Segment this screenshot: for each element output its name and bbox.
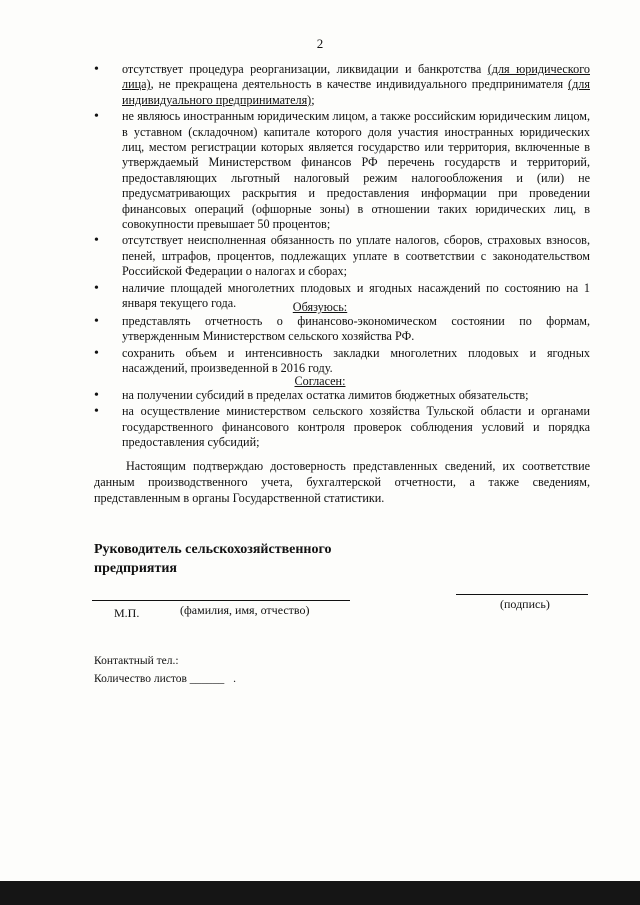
list-item bbox=[94, 109, 590, 232]
scan-bottom-edge bbox=[0, 881, 640, 905]
item-text: наличие площадей многолетних плодовых и ягодных насаждений по состоянию на 1 января текущего года. bbox=[122, 280, 590, 311]
page-number: 2 bbox=[316, 36, 324, 51]
item-underlined-text: (для индивидуального предпринимателя) bbox=[122, 77, 590, 107]
item-text: ; bbox=[311, 92, 315, 107]
bullet-icon: • bbox=[94, 109, 99, 125]
sheets-blank: ______ bbox=[189, 673, 225, 685]
bullet-icon: • bbox=[94, 345, 99, 361]
name-line bbox=[92, 600, 350, 601]
item-text: , не прекращена деятельность в качестве индивидуального предпринимателя bbox=[150, 77, 569, 92]
item-underlined-text: (для юридического лица) bbox=[122, 62, 590, 92]
bullet-icon: • bbox=[94, 404, 99, 420]
confirmation-paragraph: Настоящим подтверждаю достоверность представленных сведений, их соответствие данным производственного учета, бухгалтерской отчетности, а также сведениям, представленным в органы Государственной статистики. bbox=[94, 459, 590, 505]
list-item bbox=[94, 314, 590, 345]
item-text: отсутствует процедура реорганизации, ликвидации и банкротства bbox=[122, 62, 488, 76]
eligibility-list bbox=[94, 62, 590, 313]
signature-caption: (подпись) bbox=[500, 597, 550, 611]
sheets-count-row bbox=[94, 673, 236, 685]
sheets-tail: . bbox=[233, 673, 237, 685]
bullet-icon: • bbox=[94, 233, 99, 249]
consent-list bbox=[94, 388, 590, 452]
heading-obligate: Обязуюсь: bbox=[292, 300, 348, 314]
item-text: не являюсь иностранным юридическим лицом, а также российским юридическим лицом, в уставном (складочном) капитале которого доля участия иностранных юридических лиц, местом регистрации которых является государство или территория, включенные в утверждаемый Министерством финансов РФ перечень государств и территорий, предоставляющих льготный налоговый режим налогообложения и (или) не предусматривающих раскрытия и предоставления информации при проведении финансовых операций (офшорные зоны) в отношении таких юридических лиц, в совокупности превышает 50 процентов; bbox=[122, 109, 590, 232]
bullet-icon: • bbox=[94, 314, 99, 329]
sheets-label: Количество листов bbox=[94, 673, 187, 685]
obligations-list bbox=[94, 314, 590, 378]
bullet-icon: • bbox=[94, 388, 99, 403]
bullet-icon: • bbox=[94, 62, 99, 77]
bullet-icon: • bbox=[94, 280, 99, 296]
signer-title: Руководитель сельскохозяйственного предприятия bbox=[94, 542, 332, 576]
signature-line bbox=[456, 594, 588, 595]
item-text: сохранить объем и интенсивность закладки многолетних плодовых и ягодных насаждений, произведенной в 2016 году. bbox=[122, 345, 590, 376]
name-caption: (фамилия, имя, отчество) bbox=[180, 603, 310, 617]
list-item bbox=[94, 233, 590, 279]
contact-phone-label: Контактный тел.: bbox=[94, 655, 179, 667]
list-item bbox=[94, 346, 590, 377]
list-item bbox=[94, 62, 590, 108]
item-text: отсутствует неисполненная обязанность по уплате налогов, сборов, страховых взносов, пеней, штрафов, процентов, подлежащих уплате в соответствии с законодательством Российской Федерации о налогах и сборах; bbox=[122, 233, 590, 279]
list-item bbox=[94, 388, 590, 403]
stamp-label: М.П. bbox=[114, 606, 140, 620]
item-text: на осуществление министерством сельского хозяйства Тульской области и органами государственного финансового контроля проверок соблюдения условий и порядка предоставления субсидий; bbox=[122, 404, 590, 450]
list-item bbox=[94, 404, 590, 450]
heading-agree: Согласен: bbox=[294, 374, 346, 388]
item-text: на получении субсидий в пределах остатка лимитов бюджетных обязательств; bbox=[122, 388, 529, 402]
item-text: представлять отчетность о финансово-экономическом состоянии по формам, утвержденным Министерством сельского хозяйства РФ. bbox=[122, 314, 590, 344]
